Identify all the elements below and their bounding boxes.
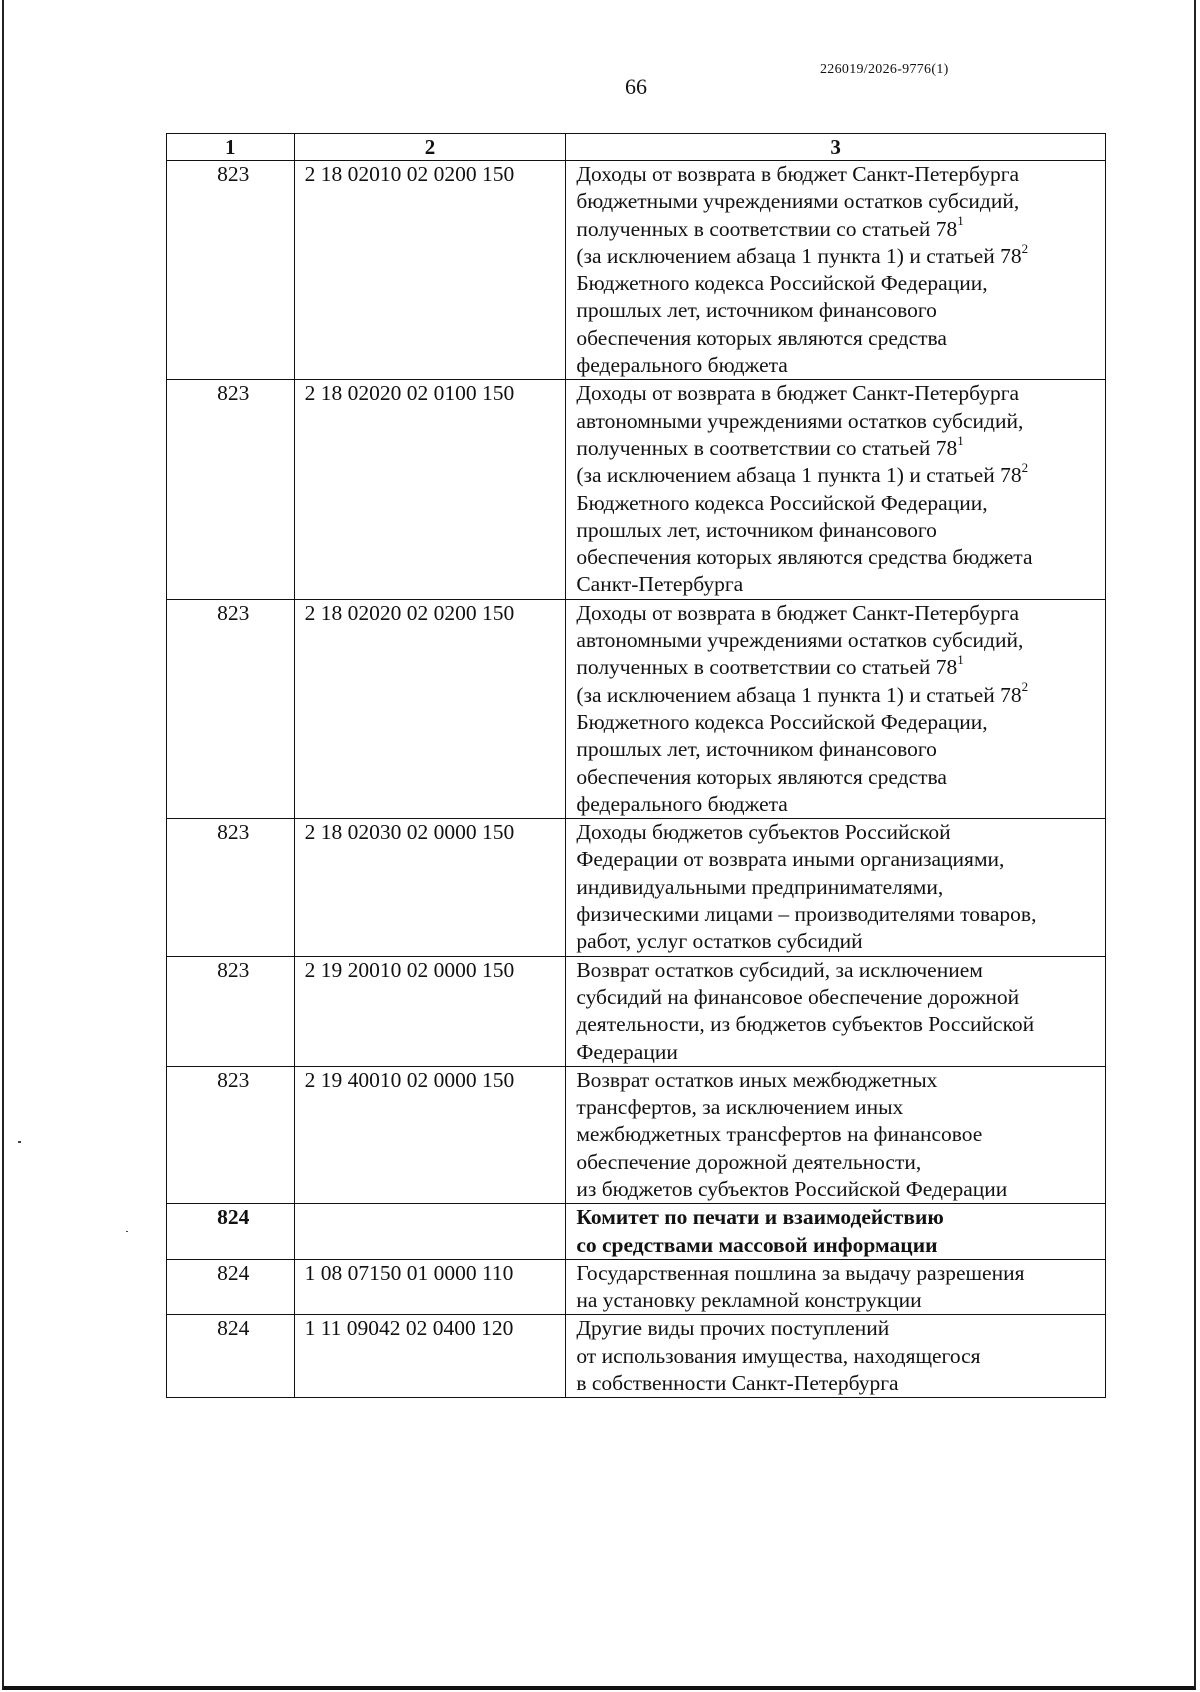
description-line: из бюджетов субъектов Российской Федерации [576, 1176, 1008, 1201]
description-line: со средствами массовой информации [576, 1232, 938, 1257]
revenue-description-cell [566, 1259, 1106, 1315]
description-line: работ, услуг остатков субсидий [576, 929, 863, 954]
description-line: автономными учреждениями остатков субсидий, [576, 408, 1024, 433]
budget-classification-code-cell: 1 11 09042 02 0400 120 [294, 1315, 566, 1398]
admin-code-cell: 823 [167, 1066, 295, 1203]
description-line: Федерации от возврата иными организациями, [576, 847, 1005, 872]
description-line: (за исключением абзаца 1 пункта 1) и статьей $78^2$ [576, 460, 1029, 488]
description-line: межбюджетных трансфертов на финансовое [576, 1122, 983, 1147]
description-line: на установку рекламной конструкции [576, 1288, 922, 1313]
scan-artifact-mark [18, 1141, 21, 1143]
page-number: 66 [625, 74, 647, 99]
column-header-1: 1 [167, 134, 295, 161]
budget-classification-code-cell: 2 18 02020 02 0200 150 [294, 599, 566, 818]
budget-revenue-table [166, 133, 1106, 1398]
description-line: Бюджетного кодекса Российской Федерации, [576, 709, 988, 734]
scan-artifact-mark [126, 1231, 128, 1232]
table-body [167, 161, 1106, 1398]
table-row [167, 380, 1106, 599]
description-line: Государственная пошлина за выдачу разрешения [576, 1260, 1025, 1285]
revenue-description-cell [566, 956, 1106, 1066]
description-line: федерального бюджета [576, 353, 788, 378]
description-line: прошлых лет, источником финансового [576, 737, 937, 762]
description-line: Другие виды прочих поступлений [576, 1316, 890, 1341]
budget-classification-code-cell [294, 1204, 566, 1260]
admin-code-cell: 823 [167, 599, 295, 818]
description-line: индивидуальными предпринимателями, [576, 874, 944, 899]
document-registration-number: 226019/2026-9776(1) [820, 62, 949, 77]
column-header-2: 2 [294, 134, 566, 161]
table-header-row [167, 134, 1106, 161]
table-row [167, 1315, 1106, 1398]
description-line: Возврат остатков иных межбюджетных [576, 1067, 938, 1092]
description-line: Комитет по печати и взаимодействию [576, 1205, 944, 1230]
description-line: Доходы от возврата в бюджет Санкт-Петербурга [576, 162, 1020, 186]
description-line: Доходы бюджетов субъектов Российской [576, 820, 951, 845]
description-line: субсидий на финансовое обеспечение дорожной [576, 984, 1020, 1009]
description-line: Бюджетного кодекса Российской Федерации, [576, 490, 988, 515]
description-line: Доходы от возврата в бюджет Санкт-Петербурга [576, 381, 1020, 406]
table-row [167, 956, 1106, 1066]
description-line: федерального бюджета [576, 791, 788, 816]
table-row [167, 1259, 1106, 1315]
admin-code-cell: 824 [167, 1259, 295, 1315]
description-line: физическими лицами – производителями товаров, [576, 902, 1037, 927]
table-row [167, 1066, 1106, 1203]
description-line: Федерации [576, 1039, 678, 1064]
description-line: полученных в соответствии со статьей $78^1$ [576, 652, 964, 680]
description-line: полученных в соответствии со статьей $78^1$ [576, 213, 964, 241]
table-row [167, 1204, 1106, 1260]
revenue-description-cell [566, 1204, 1106, 1260]
revenue-description-cell [566, 1066, 1106, 1203]
description-line: прошлых лет, источником финансового [576, 298, 937, 323]
description-line: от использования имущества, находящегося [576, 1343, 981, 1368]
description-line: обеспечение дорожной деятельности, [576, 1149, 922, 1174]
description-line: в собственности Санкт-Петербурга [576, 1371, 899, 1396]
table-row [167, 599, 1106, 818]
budget-classification-code-cell: 1 08 07150 01 0000 110 [294, 1259, 566, 1315]
description-line: обеспечения которых являются средства [576, 325, 947, 350]
revenue-description-cell [566, 819, 1106, 956]
revenue-description-cell [566, 161, 1106, 380]
table-row [167, 819, 1106, 956]
description-line: обеспечения которых являются средства бюджета [576, 545, 1033, 570]
description-line: Возврат остатков субсидий, за исключением [576, 957, 983, 982]
admin-code-cell: 823 [167, 161, 295, 380]
admin-code-cell: 824 [167, 1315, 295, 1398]
budget-classification-code-cell: 2 19 40010 02 0000 150 [294, 1066, 566, 1203]
description-line: трансфертов, за исключением иных [576, 1095, 904, 1120]
description-line: автономными учреждениями остатков субсидий, [576, 628, 1024, 653]
description-line: (за исключением абзаца 1 пункта 1) и статьей $78^2$ [576, 679, 1029, 707]
revenue-description-cell [566, 380, 1106, 599]
description-line: Санкт-Петербурга [576, 572, 744, 597]
description-line: (за исключением абзаца 1 пункта 1) и статьей $78^2$ [576, 240, 1029, 268]
admin-code-cell: 824 [167, 1204, 295, 1260]
budget-classification-code-cell: 2 18 02020 02 0100 150 [294, 380, 566, 599]
description-line: Доходы от возврата в бюджет Санкт-Петербурга [576, 600, 1020, 625]
description-line: Бюджетного кодекса Российской Федерации, [576, 271, 988, 296]
admin-code-cell: 823 [167, 819, 295, 956]
description-line: обеспечения которых являются средства [576, 764, 947, 789]
description-line: бюджетными учреждениями остатков субсидий, [576, 189, 1020, 214]
admin-code-cell: 823 [167, 956, 295, 1066]
budget-classification-code-cell: 2 18 02010 02 0200 150 [294, 161, 566, 380]
admin-code-cell: 823 [167, 380, 295, 599]
description-line: прошлых лет, источником финансового [576, 517, 937, 542]
description-line: полученных в соответствии со статьей $78^1$ [576, 432, 964, 460]
description-line: деятельности, из бюджетов субъектов Российской [576, 1012, 1035, 1037]
budget-classification-code-cell: 2 19 20010 02 0000 150 [294, 956, 566, 1066]
revenue-description-cell [566, 1315, 1106, 1398]
column-header-3: 3 [566, 134, 1106, 161]
budget-classification-code-cell: 2 18 02030 02 0000 150 [294, 819, 566, 956]
revenue-description-cell [566, 599, 1106, 818]
table-row [167, 161, 1106, 380]
